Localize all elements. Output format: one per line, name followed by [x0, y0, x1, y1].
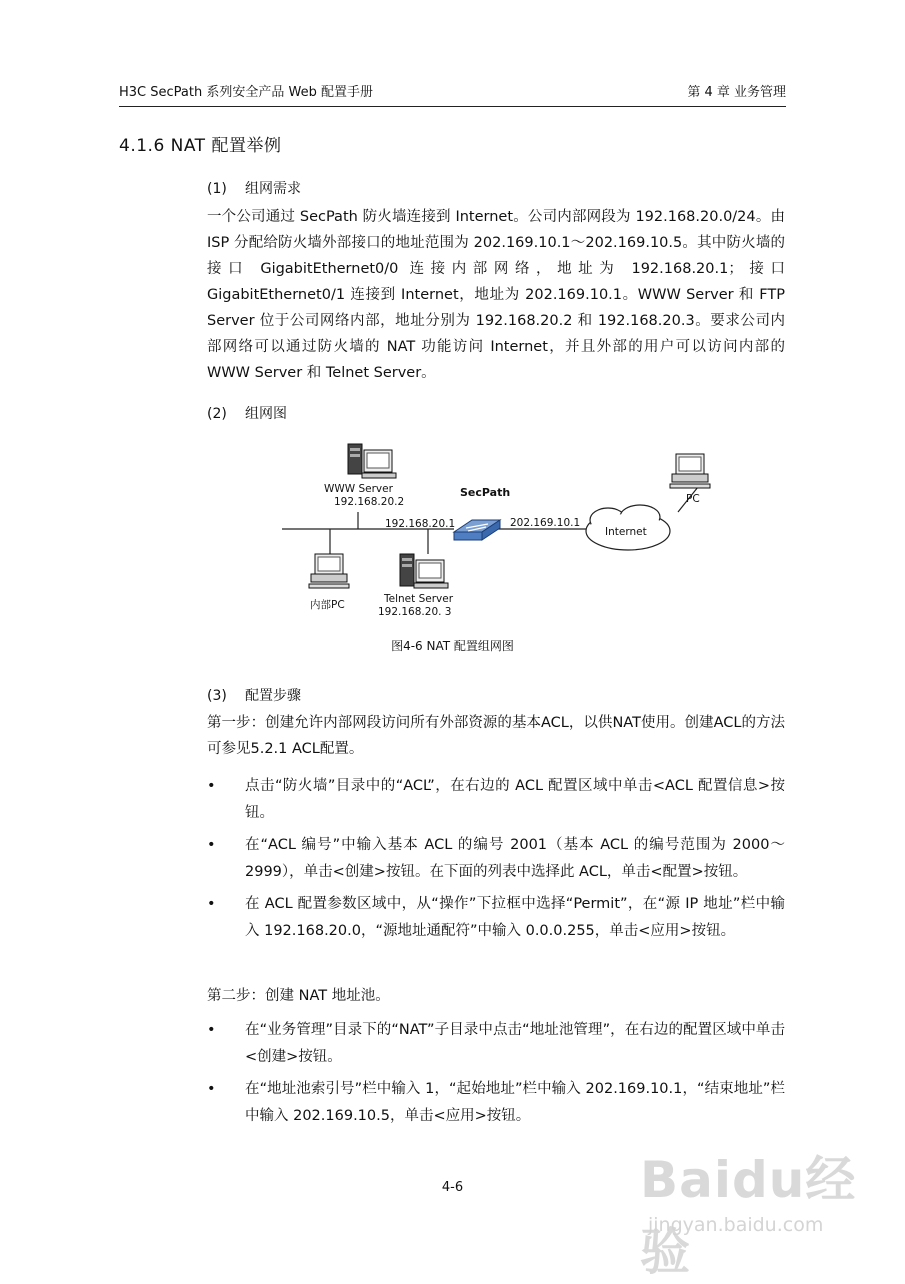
pc-label: PC [686, 493, 700, 505]
list-item [207, 1076, 785, 1130]
step2-paragraph: 第二步：创建 NAT 地址池。 [207, 988, 390, 1004]
subsection-number: (2) [207, 406, 227, 422]
header-left: H3C SecPath 系列安全产品 Web 配置手册 [119, 85, 373, 100]
list-item-text: 在 ACL 配置参数区域中，从“操作”下拉框中选择“Permit”，在“源 IP 地址”栏中输入 192.168.20.0，“源地址通配符”中输入 0.0.0.255，单击<应用>按钮。 [245, 896, 785, 939]
inner-pc-label: 内部PC [310, 599, 345, 611]
bullet-icon: • [207, 837, 216, 853]
subsection-title: 配置步骤 [245, 688, 301, 704]
list-item-text: 点击“防火墙”目录中的“ACL”，在右边的 ACL 配置区域中单击<ACL 配置信息>按钮。 [245, 778, 785, 821]
list-item [207, 1017, 785, 1071]
subsection-diagram [207, 403, 287, 423]
www-server-label: WWW Server [324, 483, 393, 495]
bullet-icon: • [207, 778, 216, 794]
list-item-text: 在“地址池索引号”栏中输入 1，“起始地址”栏中输入 202.169.10.1，“结束地址”栏中输入 202.169.10.5，单击<应用>按钮。 [245, 1081, 785, 1124]
list-item-text: 在“业务管理”目录下的“NAT”子目录中点击“地址池管理”，在右边的配置区域中单击<创建>按钮。 [245, 1022, 785, 1065]
outer-ip-label: 202.169.10.1 [510, 517, 581, 529]
network-diagram [278, 432, 718, 622]
list-item [207, 773, 785, 827]
baidu-watermark [640, 1140, 890, 1281]
header-right: 第 4 章 业务管理 [687, 85, 786, 100]
list-item-text: 在“ACL 编号”中输入基本 ACL 的编号 2001（基本 ACL 的编号范围为 2000～2999），单击<创建>按钮。在下面的列表中选择此 ACL，单击<配置>按钮。 [245, 837, 785, 880]
telnet-server-ip: 192.168.20. 3 [378, 606, 452, 618]
telnet-server-icon [400, 554, 448, 588]
www-server-ip: 192.168.20.2 [334, 496, 405, 508]
firewall-icon [454, 520, 500, 540]
www-server-icon [348, 444, 396, 478]
subsection-number: (1) [207, 181, 227, 197]
bullet-icon: • [207, 896, 216, 912]
bullet-icon: • [207, 1081, 216, 1097]
requirements-paragraph: 一个公司通过 SecPath 防火墙连接到 Internet。公司内部网段为 192.168.20.0/24。由 ISP 分配给防火墙外部接口的地址范围为 202.169.10.1～202.169.10.5。其中防火墙的接口 GigabitEthernet0/0 连接内部网络，地址为 192.168.20.1；接口 GigabitEthernet0/1 连接到 Internet，地址为 202.169.10.1。WWW Server 和 FTP Server 位于公司网络内部，地址分别为 192.168.20.2 和 192.168.20.3。要求公司内部网络可以通过防火墙的 NAT 功能访问 Internet，并且外部的用户可以访问内部的 WWW Server 和 Telnet Server。 [207, 209, 785, 381]
subsection-requirements [207, 178, 301, 198]
subsection-number: (3) [207, 688, 227, 704]
remote-pc-icon [670, 454, 710, 488]
subsection-title: 组网需求 [245, 181, 301, 197]
bullet-icon: • [207, 1022, 216, 1038]
subsection-title: 组网图 [245, 406, 287, 422]
telnet-server-label: Telnet Server [384, 593, 454, 605]
step1-bullet-list [207, 773, 785, 950]
section-title: 4.1.6 NAT 配置举例 [119, 136, 282, 156]
internet-label: Internet [605, 526, 647, 538]
page-number: 4-6 [441, 1180, 464, 1195]
step2-bullet-list [207, 1017, 785, 1135]
page-header [119, 84, 786, 107]
inner-pc-icon [309, 554, 349, 588]
list-item [207, 891, 785, 945]
figure-caption: 图4-6 NAT 配置组网图 [391, 639, 514, 653]
watermark-brand: Baidu经验 [640, 1151, 857, 1281]
list-item [207, 832, 785, 886]
watermark-url: jingyan.baidu.com [648, 1214, 824, 1236]
step1-paragraph: 第一步：创建允许内部网段访问所有外部资源的基本ACL，以供NAT使用。创建ACL的方法可参见5.2.1 ACL配置。 [207, 715, 785, 757]
inner-ip-label: 192.168.20.1 [385, 518, 456, 530]
secpath-label: SecPath [460, 486, 511, 499]
subsection-steps [207, 685, 301, 705]
